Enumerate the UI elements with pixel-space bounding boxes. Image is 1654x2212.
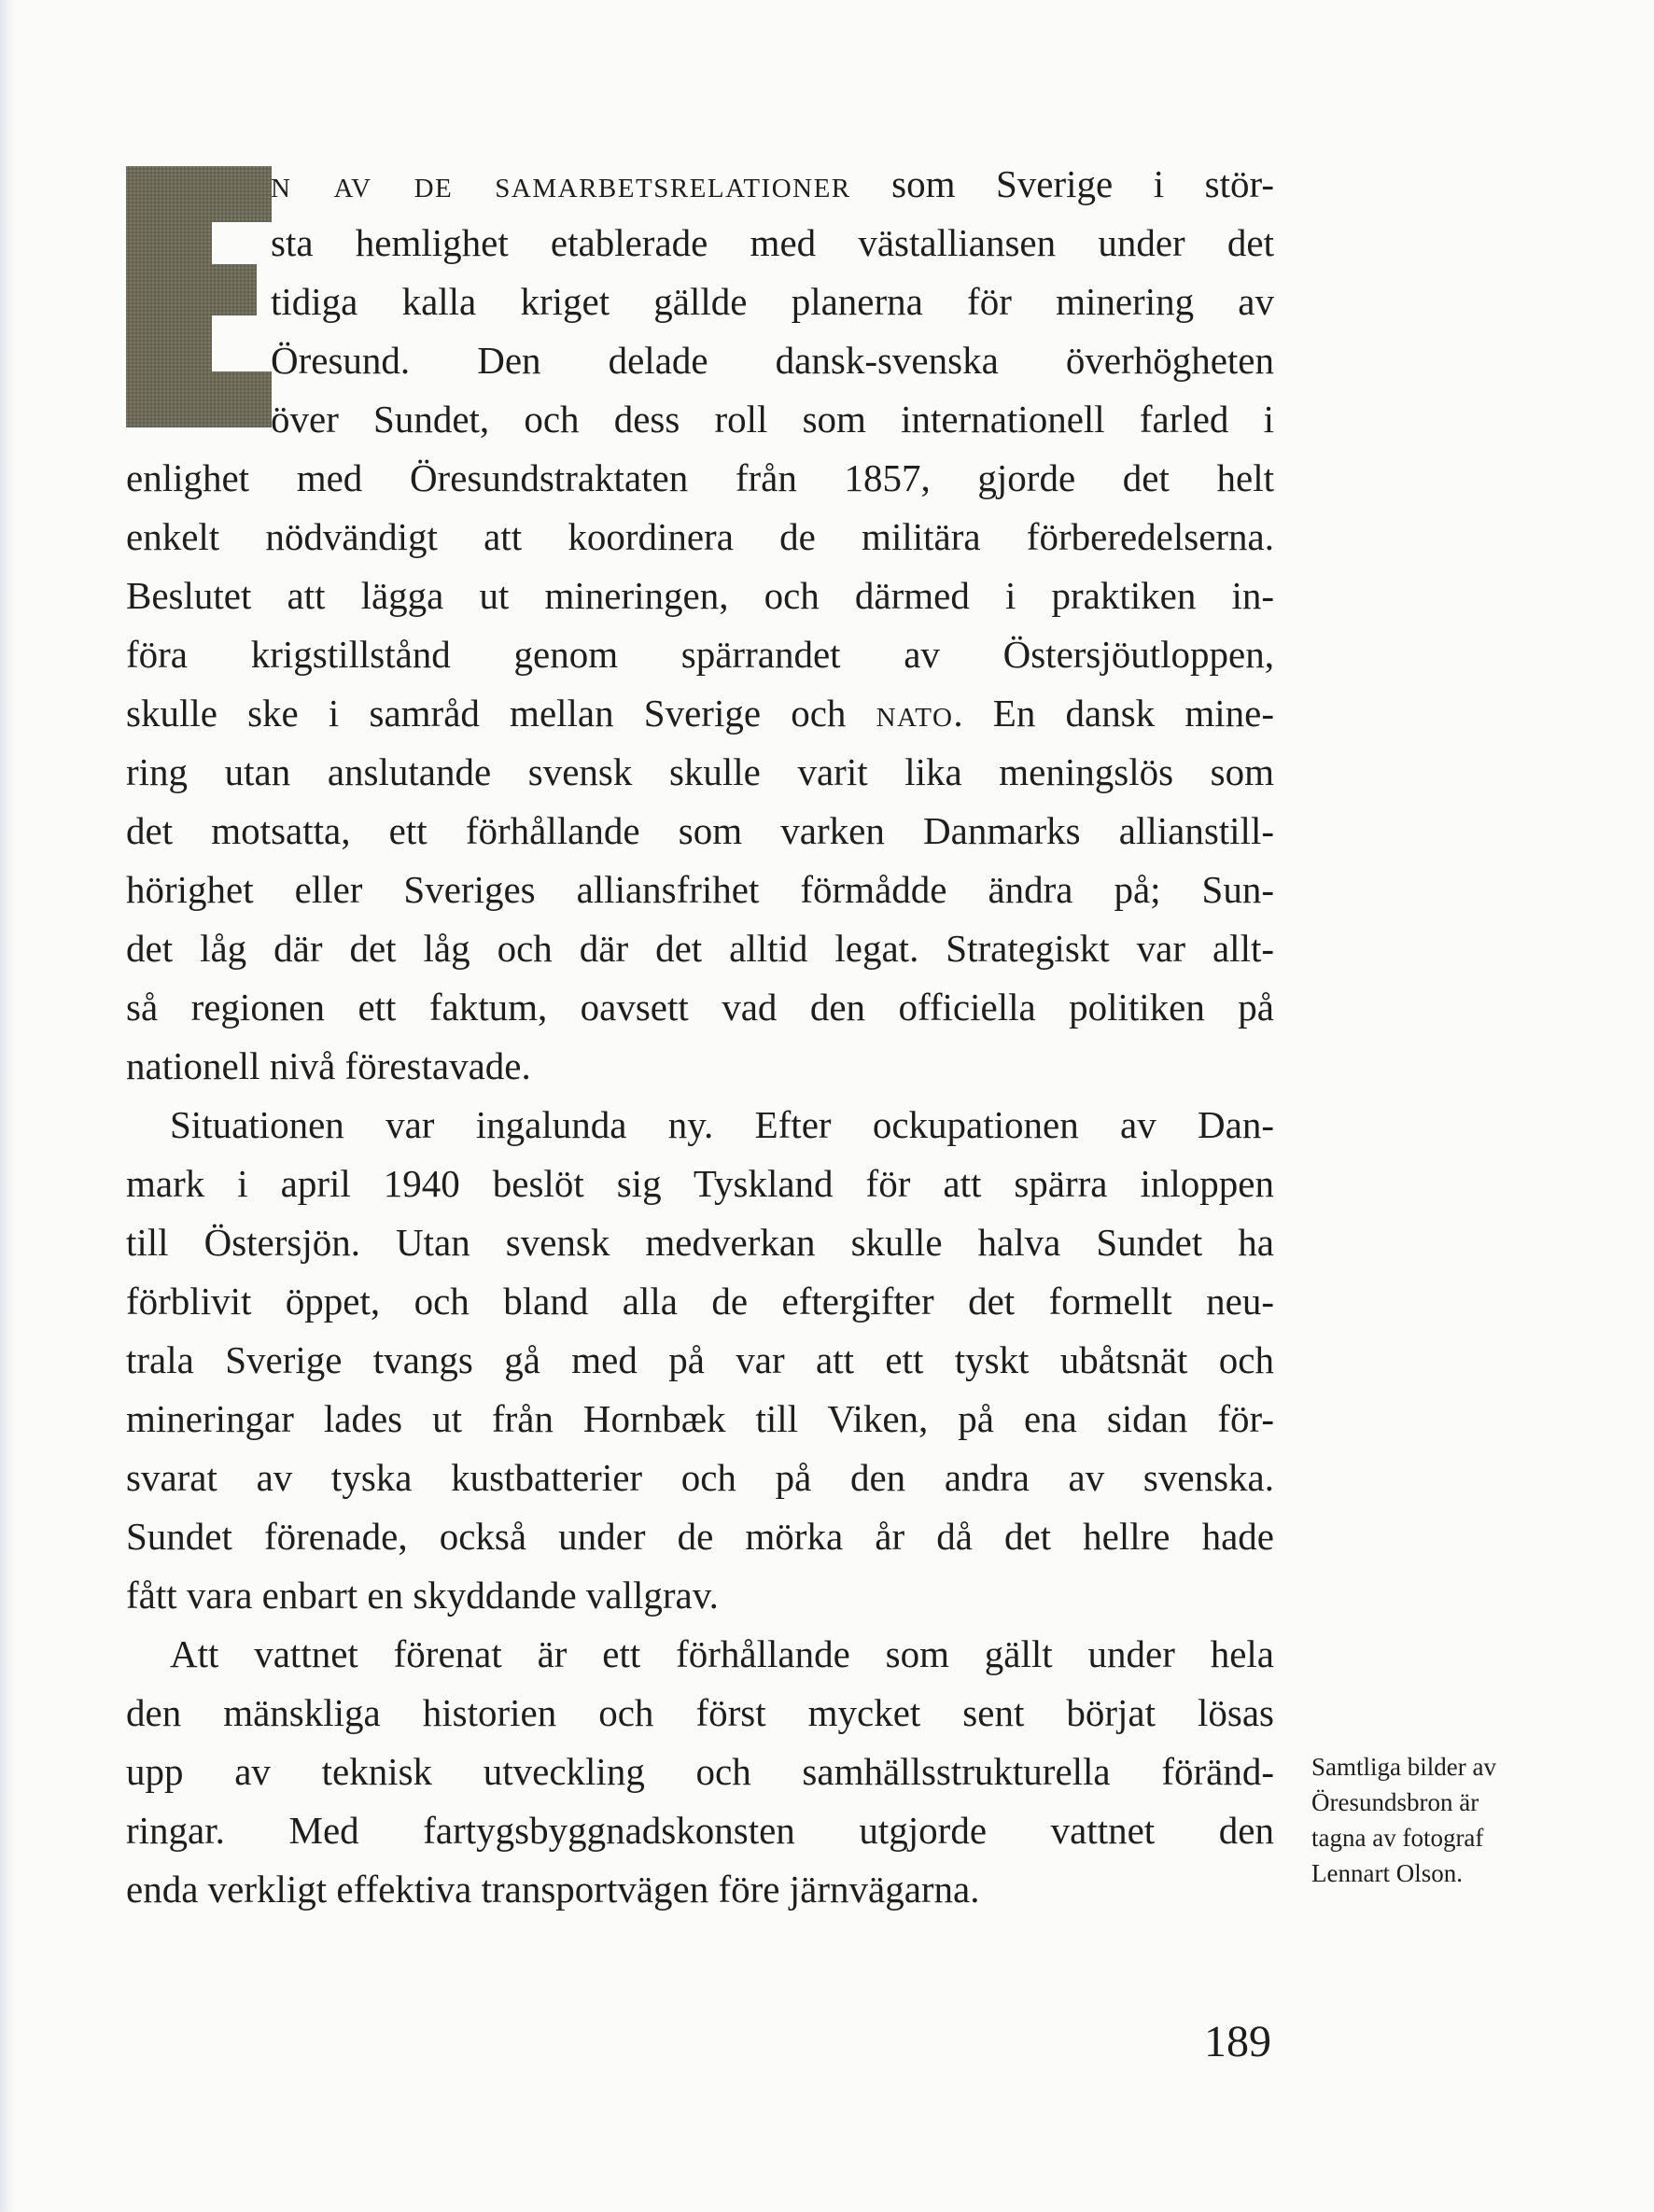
body-line: upp av teknisk utveckling och samhällsstrukturella föränd- [126,1750,1274,1793]
body-line: föra krigstillstånd genom spärrandet av Östersjöutloppen, [126,633,1274,676]
body-line: Situationen var ingalunda ny. Efter ockupationen av Dan- [170,1103,1274,1146]
body-line: enda verkligt effektiva transportvägen före järnvägarna. [126,1868,980,1911]
margin-note-line: Öresundsbron är [1311,1788,1479,1816]
body-line: den mänskliga historien och först mycket sent börjat lösas [126,1691,1274,1734]
body-line: ringar. Med fartygsbyggnadskonsten utgjorde vattnet den [126,1809,1274,1852]
margin-note-line: Samtliga bilder av [1311,1753,1496,1781]
body-line: förblivit öppet, och bland alla de eftergifter det formellt neu- [126,1280,1274,1323]
body-line: mineringar lades ut från Hornbæk till Viken, på ena sidan för- [126,1397,1274,1440]
body-line: svarat av tyska kustbatterier och på den andra av svenska. [126,1456,1274,1499]
body-line: Beslutet att lägga ut mineringen, och därmed i praktiken in- [126,574,1274,617]
body-line: Sundet förenade, också under de mörka år då det hellre hade [126,1515,1274,1558]
body-line: sta hemlighet etablerade med västalliansen under det [271,221,1274,264]
body-line: det låg där det låg och där det alltid legat. Strategiskt var allt- [126,927,1274,970]
body-line: tidiga kalla kriget gällde planerna för minering av [271,280,1274,323]
body-line: ring utan anslutande svensk skulle varit lika meningslös som [126,750,1274,793]
body-line: över Sundet, och dess roll som internationell farled i [271,398,1274,441]
body-line: så regionen ett faktum, oavsett vad den officiella politiken på [126,986,1274,1029]
body-line: enlighet med Öresundstraktaten från 1857, gjorde det helt [126,456,1274,499]
body-line: mark i april 1940 beslöt sig Tyskland för att spärra inloppen [126,1162,1274,1205]
body-line: skulle ske i samråd mellan Sverige och nato. En dansk mine- [126,692,1274,735]
body-line: Öresund. Den delade dansk-svenska överhögheten [271,339,1274,382]
body-line: trala Sverige tvangs gå med på var att ett tyskt ubåtsnät och [126,1338,1274,1381]
body-line: det motsatta, ett förhållande som varken Danmarks allianstill- [126,809,1274,852]
margin-note-line: tagna av fotograf [1311,1824,1484,1852]
page-number: 189 [1204,2017,1271,2066]
body-line: n av de samarbetsrelationer som Sverige i stör- [271,162,1274,205]
body-line: hörighet eller Sveriges alliansfrihet förmådde ändra på; Sun- [126,868,1274,911]
body-line: nationell nivå förestavade. [126,1044,531,1087]
body-line: Att vattnet förenat är ett förhållande som gällt under hela [170,1632,1274,1675]
margin-note-line: Lennart Olson. [1311,1859,1463,1887]
body-line: enkelt nödvändigt att koordinera de militära förberedelserna. [126,515,1274,558]
body-line: fått vara enbart en skyddande vallgrav. [126,1574,719,1617]
body-line: till Östersjön. Utan svensk medverkan skulle halva Sundet ha [126,1221,1274,1264]
page-edge-shadow [0,0,15,2212]
drop-cap [126,166,272,427]
